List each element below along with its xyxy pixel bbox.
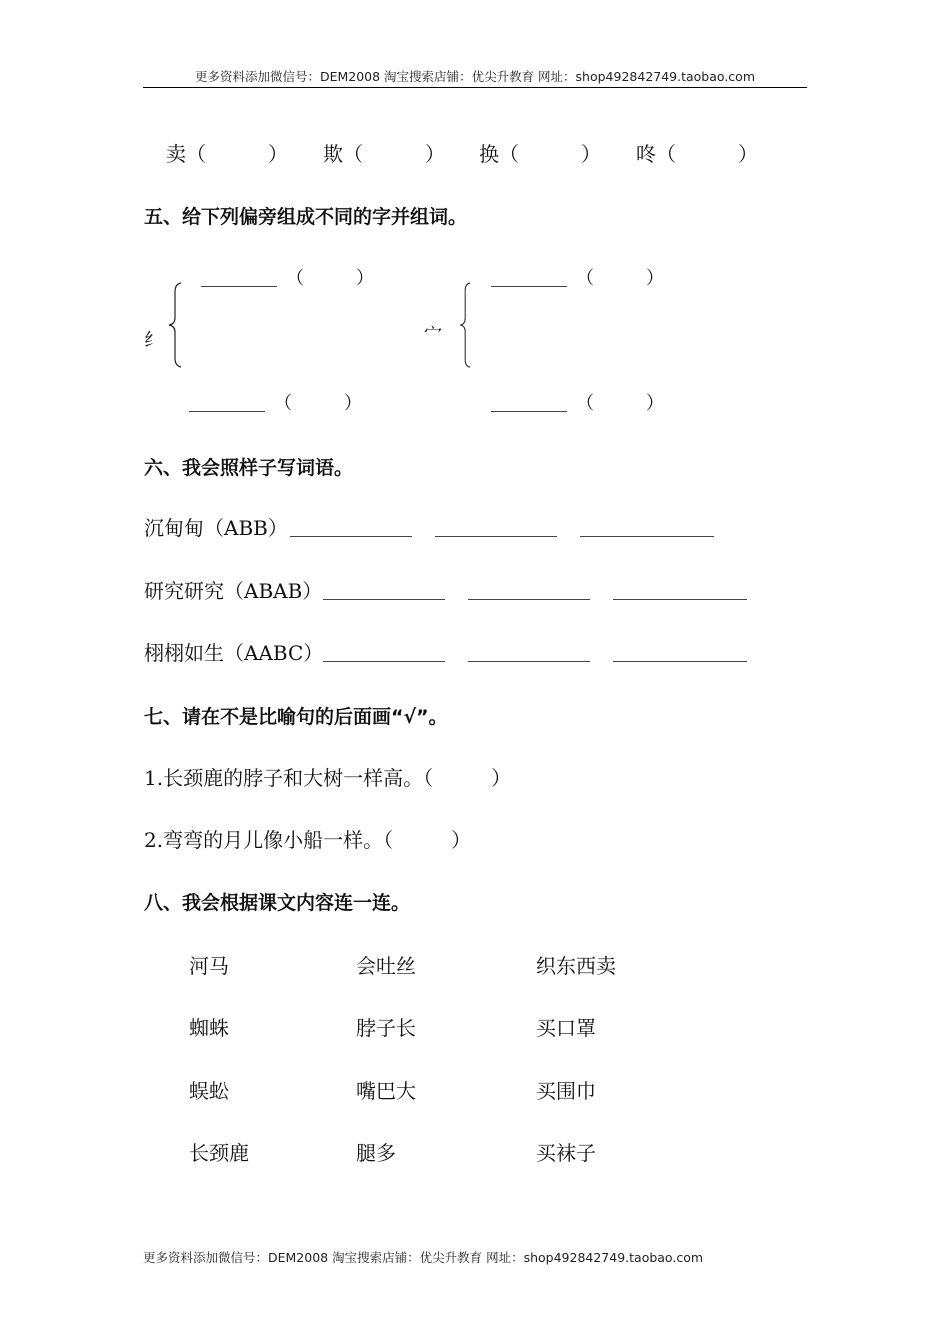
answer-line[interactable]	[491, 411, 567, 412]
answer-line[interactable]	[323, 661, 445, 662]
open-paren: （	[576, 393, 594, 414]
simile-item-2	[144, 824, 471, 853]
paren-group	[576, 389, 664, 415]
top-item-4	[636, 138, 758, 167]
top-item-char: 欺	[323, 142, 343, 166]
close-paren: ）	[646, 393, 664, 414]
top-item-char: 换	[479, 142, 499, 166]
simile-item-1	[144, 762, 511, 791]
close-paren: ）	[451, 828, 472, 852]
open-paren: （	[274, 393, 292, 414]
match-feature[interactable]: 嘴巴大	[356, 1079, 416, 1103]
paren-group	[576, 264, 664, 290]
top-item-3	[479, 138, 601, 167]
simile-text: 2.弯弯的月儿像小船一样。	[144, 828, 384, 852]
close-paren: ）	[491, 766, 512, 790]
match-action[interactable]: 买口罩	[536, 1016, 596, 1040]
pattern-example: 沉甸甸（ABB）	[144, 516, 288, 540]
close-paren: ）	[268, 142, 288, 166]
answer-line[interactable]	[189, 411, 265, 412]
open-paren: （	[423, 766, 434, 790]
page-footer: 更多资料添加微信号：DEM2008 淘宝搜索店铺：优尖升教育 网址：shop492842749.taobao.com	[143, 1250, 704, 1265]
match-animal[interactable]: 蜈蚣	[189, 1079, 229, 1103]
close-paren: ）	[356, 268, 374, 289]
close-paren: ）	[425, 142, 445, 166]
top-item-char: 咚	[636, 142, 656, 166]
open-paren: （	[576, 268, 594, 289]
answer-line[interactable]	[323, 599, 445, 600]
answer-line[interactable]	[468, 661, 590, 662]
left-radical: 纟	[144, 330, 162, 351]
close-paren: ）	[581, 142, 601, 166]
pattern-example: 研究研究（ABAB）	[144, 579, 323, 603]
page-header: 更多资料添加微信号：DEM2008 淘宝搜索店铺：优尖升教育 网址：shop492842749.taobao.com	[194, 69, 756, 84]
answer-line[interactable]	[491, 286, 567, 287]
open-paren: （	[186, 142, 206, 166]
section6-title: 六、我会照样子写词语。	[144, 457, 354, 479]
close-paren: ）	[344, 393, 362, 414]
left-brace-icon	[167, 282, 185, 368]
pattern-row-abb	[144, 512, 288, 541]
match-animal[interactable]: 长颈鹿	[189, 1141, 249, 1165]
paren-group	[274, 389, 362, 415]
top-item-char: 卖	[166, 142, 186, 166]
match-animal[interactable]: 河马	[189, 954, 229, 978]
top-item-2	[323, 138, 445, 167]
answer-line[interactable]	[468, 599, 590, 600]
match-feature[interactable]: 会吐丝	[356, 954, 416, 978]
right-radical: 宀	[424, 324, 442, 345]
section5-title: 五、给下列偏旁组成不同的字并组词。	[144, 206, 468, 228]
pattern-row-aabc	[144, 637, 323, 666]
close-paren: ）	[646, 268, 664, 289]
open-paren: （	[286, 268, 304, 289]
answer-line[interactable]	[201, 286, 277, 287]
right-brace-icon	[457, 282, 475, 368]
open-paren: （	[383, 828, 394, 852]
match-animal[interactable]: 蜘蛛	[189, 1016, 229, 1040]
pattern-example: 栩栩如生（AABC）	[144, 641, 324, 665]
open-paren: （	[656, 142, 676, 166]
section7-title: 七、请在不是比喻句的后面画“√”。	[144, 706, 448, 728]
answer-line[interactable]	[580, 536, 714, 537]
pattern-row-abab	[144, 575, 322, 604]
paren-group	[286, 264, 374, 290]
open-paren: （	[499, 142, 519, 166]
answer-line[interactable]	[613, 599, 747, 600]
top-item-1	[166, 138, 288, 167]
header-divider	[143, 87, 807, 88]
match-action[interactable]: 买围巾	[536, 1079, 596, 1103]
match-feature[interactable]: 腿多	[356, 1141, 396, 1165]
open-paren: （	[343, 142, 363, 166]
match-feature[interactable]: 脖子长	[356, 1016, 416, 1040]
section8-title: 八、我会根据课文内容连一连。	[144, 892, 411, 914]
match-action[interactable]: 织东西卖	[536, 954, 616, 978]
close-paren: ）	[738, 142, 758, 166]
simile-text: 1.长颈鹿的脖子和大树一样高。	[144, 766, 424, 790]
match-action[interactable]: 买袜子	[536, 1141, 596, 1165]
answer-line[interactable]	[435, 536, 557, 537]
answer-line[interactable]	[290, 536, 412, 537]
answer-line[interactable]	[613, 661, 747, 662]
